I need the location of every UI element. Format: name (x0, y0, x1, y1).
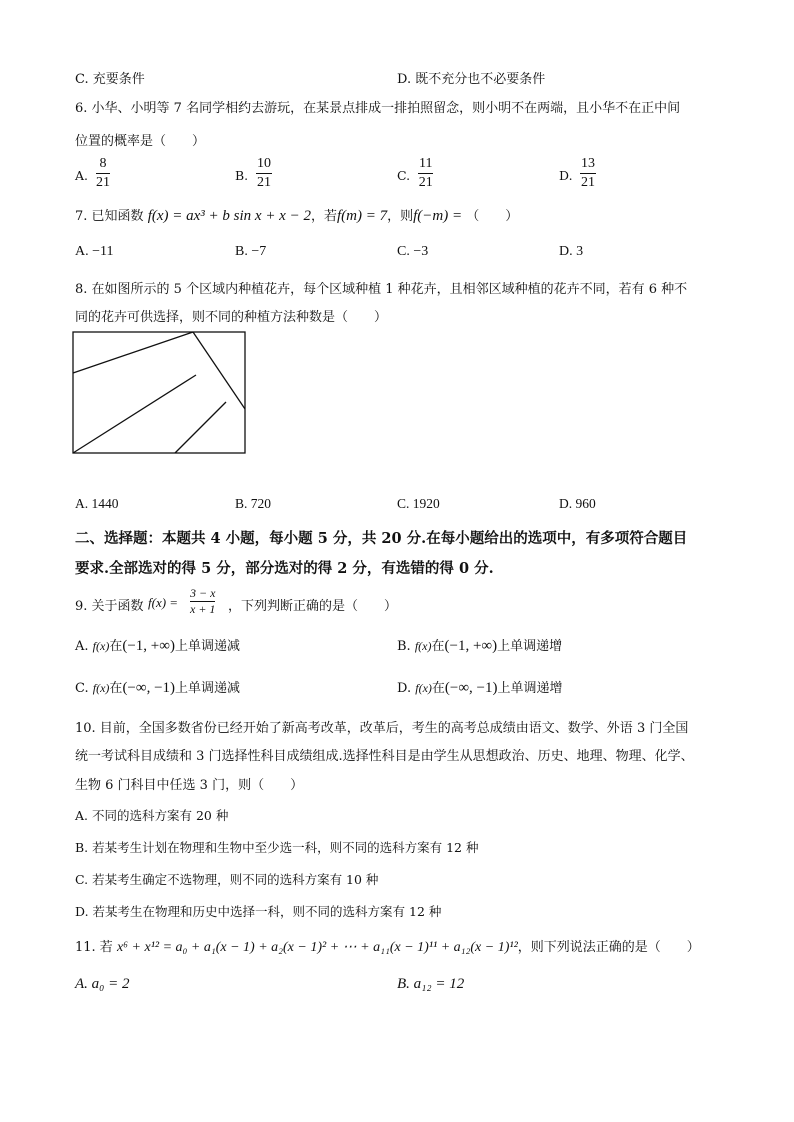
q10-text-line2: 统一考试科目成绩和 3 门选择性科目成绩组成.选择性科目是由学生从思想政治、历史、地理、物理、化学、 (75, 749, 694, 764)
q11-option-b: B. a₁₂ = 12 (397, 976, 465, 992)
option-rest: 上单调递减 (175, 681, 241, 696)
q7-paren: （ ） (466, 209, 519, 224)
q9-func: f(x) = (148, 595, 179, 610)
q8-region-diagram (72, 331, 248, 455)
q10-option-d: D. 若某考生在物理和历史中选择一科，则不同的选科方案有 12 种 (75, 904, 442, 919)
numerator: 11 (419, 156, 433, 171)
denominator: 21 (581, 175, 595, 190)
denominator: x + 1 (190, 602, 216, 616)
q9-option-b (397, 635, 562, 655)
q7-mid: ，若 (310, 209, 337, 224)
diagram-line-1 (73, 332, 193, 373)
q6-option-d-fraction (580, 155, 596, 192)
option-interval: (−∞, −1) (444, 680, 498, 696)
option-interval: (−∞, −1) (122, 680, 176, 696)
q7-condition: f(m) = 7 (336, 208, 388, 224)
q9-option-c (75, 677, 240, 697)
q6-option-c-fraction (418, 155, 433, 192)
option-fx: f(x) (415, 681, 432, 695)
option-zai: 在 (431, 681, 445, 696)
option-label: D. (397, 681, 412, 696)
q9-fraction (190, 586, 215, 617)
q7-ask: f(−m) = (413, 208, 463, 224)
numerator: 13 (581, 156, 595, 171)
q7-mid2: ，则 (387, 209, 414, 224)
diagram-border (73, 332, 245, 453)
option-fx: f(x) (414, 639, 432, 653)
q6-option-a-label: A. (75, 168, 89, 183)
q8-option-d: D. 960 (559, 496, 596, 511)
option-label: B. (397, 639, 411, 654)
q6-text-line1: 6. 小华、小明等 7 名同学相约去游玩，在某景点排成一排拍照留念，则小明不在两端，且小华不在正中间 (75, 101, 681, 116)
q9-prefix: 9. 关于函数 (75, 599, 144, 614)
option-rest: 上单调递减 (174, 639, 240, 654)
option-zai: 在 (109, 681, 123, 696)
numerator: 8 (99, 156, 107, 171)
option-interval: (−1, +∞) (122, 638, 175, 654)
diagram-line-2 (193, 332, 245, 409)
q8-text-line2: 同的花卉可供选择，则不同的种植方法种数是（ ） (75, 310, 388, 325)
q7-prefix: 7. 已知函数 (75, 209, 144, 224)
option-label: C. (75, 681, 89, 696)
q7-option-a: A. −11 (75, 244, 114, 259)
option-zai: 在 (109, 639, 123, 654)
q8-option-c: C. 1920 (397, 496, 440, 511)
diagram-line-4 (175, 402, 226, 453)
section2-heading-line2: 要求.全部选对的得 5 分，部分选对的得 2 分，有选错的得 0 分. (75, 560, 494, 577)
q6-option-a-fraction (96, 155, 110, 192)
q6-text-line2: 位置的概率是（ ） (75, 134, 206, 149)
q8-option-b: B. 720 (235, 496, 272, 511)
q10-option-c: C. 若某考生确定不选物理，则不同的选科方案有 10 种 (75, 872, 379, 887)
option-rest: 上单调递增 (497, 639, 563, 654)
section2-heading-line1: 二、选择题：本题共 4 小题，每小题 5 分，共 20 分.在每小题给出的选项中，有多项符合题目 (75, 530, 688, 547)
q11-suffix: ，则下列说法正确的是（ ） (517, 940, 700, 955)
q11-line (75, 936, 700, 956)
q10-text-line3: 生物 6 门科目中任选 3 门，则（ ） (75, 778, 304, 793)
q10-option-a: A. 不同的选科方案有 20 种 (75, 808, 229, 823)
denominator: 21 (418, 175, 433, 190)
q7-line (75, 205, 518, 225)
q10-option-b: B. 若某考生计划在物理和生物中至少选一科，则不同的选科方案有 12 种 (75, 840, 479, 855)
option-d-q5: D. 既不充分也不必要条件 (397, 72, 546, 87)
q6-option-d-label: D. (559, 168, 573, 183)
q9-suffix: ，下列判断正确的是（ ） (228, 599, 398, 614)
numerator: 10 (257, 156, 271, 171)
option-zai: 在 (431, 639, 445, 654)
q7-option-d: D. 3 (559, 244, 584, 259)
q7-function: f(x) = ax³ + b sin x + x − 2 (147, 208, 311, 224)
q8-text-line1: 8. 在如图所示的 5 个区域内种植花卉，每个区域种植 1 种花卉，且相邻区域种植的花卉不同，若有 6 种不 (75, 282, 688, 297)
q11-prefix: 11. 若 (75, 940, 113, 955)
q6-option-b-fraction (256, 155, 272, 192)
option-fx: f(x) (92, 639, 110, 653)
q10-text-line1: 10. 目前，全国多数省份已经开始了新高考改革，改革后，考生的高考总成绩由语文、数学、外语 3 门全国 (75, 721, 689, 736)
q6-option-b-label: B. (235, 168, 249, 183)
q11-expression: x⁶ + x¹² = a₀ + a₁(x − 1) + a₂(x − 1)² + ⋯ + a₁₁(x − 1)¹¹ + a₁₂(x − 1)¹² (116, 940, 518, 955)
q7-option-c: C. −3 (397, 244, 429, 259)
q7-option-b: B. −7 (235, 244, 267, 259)
option-label: A. (75, 639, 89, 654)
q9-option-d (397, 677, 563, 697)
option-rest: 上单调递增 (497, 681, 563, 696)
option-interval: (−1, +∞) (444, 638, 498, 654)
option-fx: f(x) (92, 681, 110, 695)
q11-option-a: A. a₀ = 2 (75, 976, 130, 992)
q8-option-a: A. 1440 (75, 496, 119, 511)
denominator: 21 (96, 175, 110, 190)
q6-option-c-label: C. (397, 168, 411, 183)
q9-option-a (75, 635, 240, 655)
option-c-q5: C. 充要条件 (75, 72, 145, 87)
denominator: 21 (257, 175, 271, 190)
numerator: 3 − x (190, 586, 216, 600)
diagram-line-3 (73, 375, 196, 453)
